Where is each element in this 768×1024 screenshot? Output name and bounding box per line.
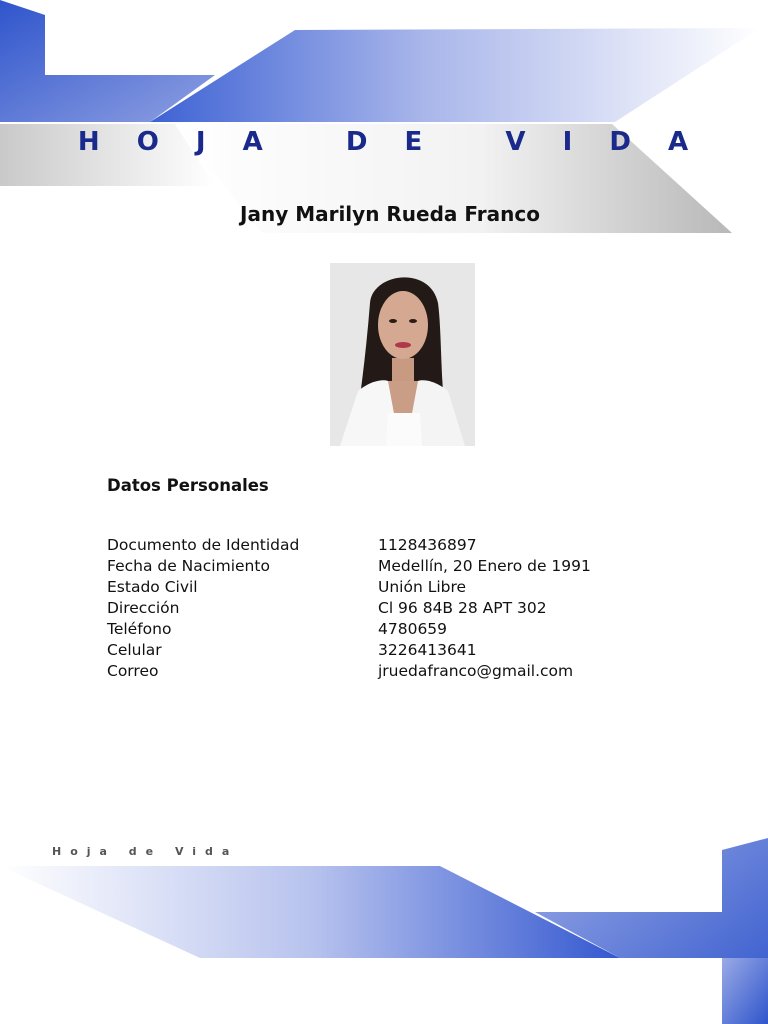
personal-data-list — [107, 535, 667, 682]
data-label: Documento de Identidad — [107, 536, 300, 554]
data-row-civil-status — [107, 577, 667, 598]
data-label: Estado Civil — [107, 578, 198, 596]
data-row-document — [107, 535, 667, 556]
data-label: Fecha de Nacimiento — [107, 557, 270, 575]
data-value: Unión Libre — [378, 578, 467, 596]
footer-label: Hoja de Vida — [52, 845, 239, 858]
data-value: Cl 96 84B 28 APT 302 — [378, 599, 547, 617]
data-row-phone — [107, 619, 667, 640]
data-value: jruedafranco@gmail.com — [378, 662, 574, 680]
data-row-address — [107, 598, 667, 619]
candidate-name: Jany Marilyn Rueda Franco — [240, 202, 540, 226]
data-label: Teléfono — [107, 620, 172, 638]
data-row-mobile — [107, 640, 667, 661]
data-label: Celular — [107, 641, 162, 659]
data-row-birth — [107, 556, 667, 577]
data-value: 3226413641 — [378, 641, 477, 659]
profile-photo — [330, 263, 475, 446]
data-value: Medellín, 20 Enero de 1991 — [378, 557, 591, 575]
data-label: Dirección — [107, 599, 180, 617]
data-value: 1128436897 — [378, 536, 477, 554]
document-title: H O J A D E V I D A — [77, 127, 703, 157]
section-title-personal-data: Datos Personales — [107, 476, 269, 495]
data-value: 4780659 — [378, 620, 448, 638]
data-label: Correo — [107, 662, 159, 680]
data-row-email — [107, 661, 667, 682]
